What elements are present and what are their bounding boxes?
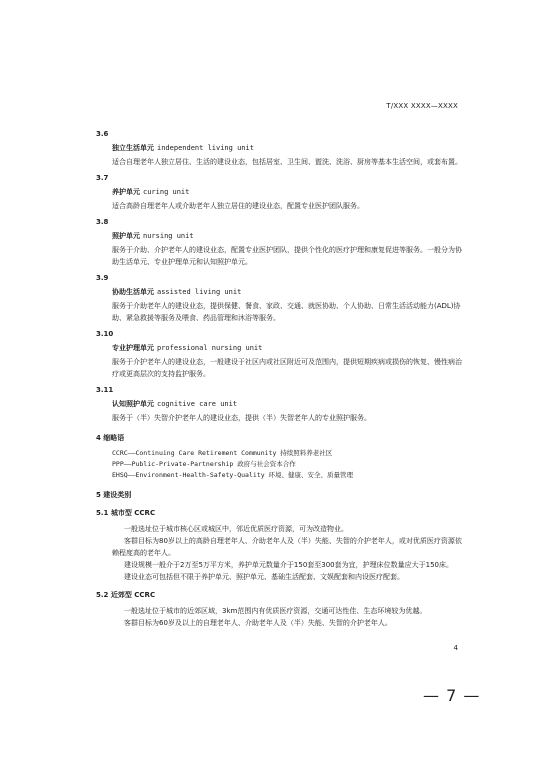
subsection-heading: 5.2 近郊型 CCRC — [96, 591, 156, 599]
term-title — [96, 142, 462, 154]
term-zh: 协助生活单元 — [112, 288, 154, 296]
term-en: professional nursing unit — [157, 344, 263, 352]
section-heading: 5 建设类别 — [96, 491, 132, 499]
term-definition: 服务于介护老年人的建设业态，一般建设于社区内或社区附近可及范围内，提供短期疾病或损伤的恢复、慢性病治疗或更高层次的支持监护服务。 — [112, 358, 462, 378]
term-definition: 服务于（半）失智介护老年人的建设业态，提供（半）失智老年人的专业照护服务。 — [112, 414, 371, 422]
term-title — [96, 186, 462, 198]
term-entry — [96, 128, 462, 168]
term-number: 3.6 — [96, 130, 109, 138]
term-number: 3.11 — [96, 386, 114, 394]
term-en: assisted living unit — [157, 288, 242, 296]
term-entry — [96, 216, 462, 268]
term-zh: 照护单元 — [112, 232, 140, 240]
document-code: T/XXX XXXX—XXXX — [386, 102, 458, 110]
term-zh: 专业护理单元 — [112, 344, 154, 352]
abbreviation-item: EHSQ——Environment-Health-Safety-Quality 环境、健康、安全、质量管理 — [112, 471, 354, 479]
term-definition: 服务于介助、介护老年人的建设业态，配置专业医护团队，提供个性化的医疗护理和康复促进等服务。一般分为协助生活单元、专业护理单元和认知照护单元。 — [112, 246, 462, 266]
term-definition: 服务于介助老年人的建设业态，提供保健、餐食、家政、交通、就医协助、个人协助、日常生活活动能力(ADL)协助、紧急救援等服务及喂食、药品管理和沐浴等服务。 — [112, 302, 461, 322]
term-definition: 适合高龄自理老年人或介助老年人独立居住的建设业态，配置专业医护团队服务。 — [112, 202, 364, 210]
term-title — [96, 342, 462, 354]
term-zh: 认知照护单元 — [112, 400, 154, 408]
term-en: curing unit — [143, 188, 190, 196]
term-title — [96, 398, 462, 410]
abbreviation-item: PPP——Public-Private-Partnership 政府与社会资本合作 — [112, 460, 296, 468]
term-number: 3.7 — [96, 174, 109, 182]
term-title — [96, 230, 462, 242]
paragraph: 建设业态可包括但不限于养护单元、照护单元、基础生活配套、文娱配套和内设医疗配套。 — [124, 573, 404, 581]
page-number: 4 — [453, 644, 458, 652]
abbreviation-item: CCRC——Continuing Care Retirement Community 持续照料养老社区 — [112, 449, 333, 457]
subsection-heading: 5.1 城市型 CCRC — [96, 509, 156, 517]
footer-page-number: — 7 — — [423, 686, 481, 705]
term-en: cognitive care unit — [157, 400, 238, 408]
paragraph: 一般选址位于城市的近郊区域，3km范围内有优质医疗资源，交通可达性佳、生态环境较为优越。 — [124, 607, 427, 615]
term-entry — [96, 328, 462, 380]
term-zh: 养护单元 — [112, 188, 140, 196]
paragraph: 一般选址位于城市核心区或城区中，邻近优质医疗资源，可为改造物业。 — [124, 525, 348, 533]
term-entry — [96, 272, 462, 324]
term-en: independent living unit — [157, 144, 254, 152]
term-number: 3.9 — [96, 274, 109, 282]
paragraph: 客群目标为60岁及以上的自理老年人、介助老年人及（半）失能、失智的介护老年人。 — [124, 619, 392, 627]
term-number: 3.8 — [96, 218, 109, 226]
term-title — [96, 286, 462, 298]
document-body — [96, 124, 462, 629]
term-zh: 独立生活单元 — [112, 144, 154, 152]
section-heading: 4 缩略语 — [96, 434, 125, 442]
term-en: nursing unit — [143, 232, 194, 240]
term-number: 3.10 — [96, 330, 114, 338]
paragraph: 建设规模一般介于2万至5万平方米，养护单元数量介于150套至300套为宜，护理床位数量应大于150床。 — [124, 561, 453, 569]
term-entry — [96, 172, 462, 212]
term-definition: 适合自理老年人独立居住、生活的建设业态，包括居室、卫生间、盥洗、洗浴、厨房等基本生活空间，或套布置。 — [112, 158, 462, 166]
term-entry — [96, 384, 462, 424]
paragraph: 客群目标为80岁以上的高龄自理老年人、介助老年人及（半）失能、失智的介护老年人，或对优质医疗资源依赖程度高的老年人。 — [112, 537, 462, 557]
